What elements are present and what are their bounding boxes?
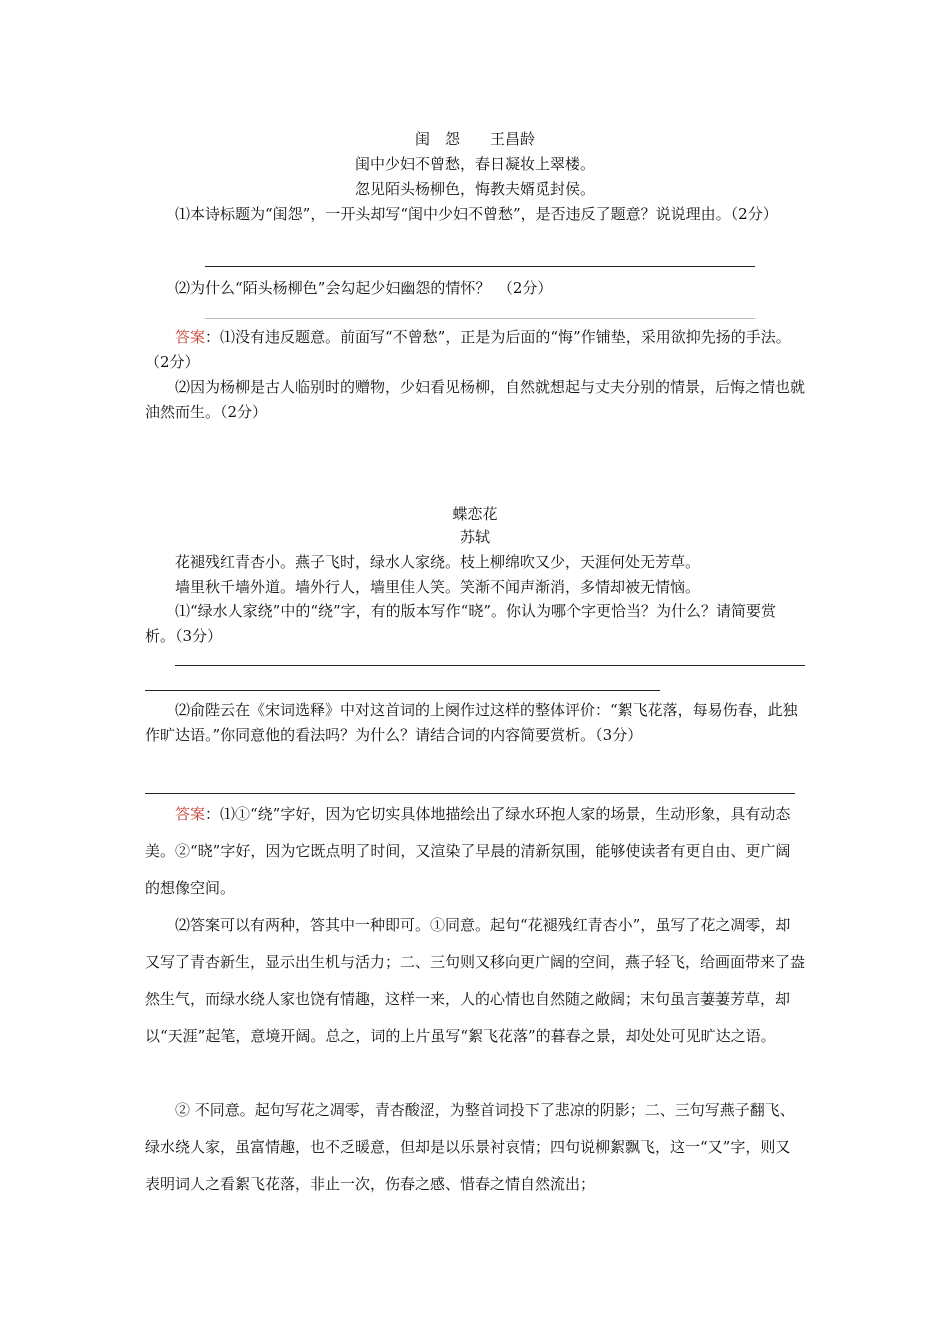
poem2-author: 苏轼 <box>459 528 490 546</box>
answer-text: ：⑴没有违反题意。前面写“不曾愁”，正是为后面的“悔”作铺垫，采用欲抑先扬的手法。（2分） <box>145 328 791 371</box>
answer-label: 答案 <box>175 328 206 346</box>
poem2-answer-1 <box>145 796 805 907</box>
poem2-answer-2: ⑵答案可以有两种，答其中一种即可。①同意。起句“花褪残红青杏小”，虽写了花之凋零，却又写了青杏新生，显示出生机与活力；二、三句则又移向更广阔的空间，燕子轻飞，给画面带来了盎然生气，而绿水绕人家也饶有情趣，这样一来，人的心情也自然随之敞阔；末句虽言萋萋芳草，却以“天涯”起笔，意境开阔。总之，词的上片虽写“絮飞花落”的暮春之景，却处处可见旷达之语。 <box>145 916 806 1045</box>
poem1-answer-2: ⑵因为杨柳是古人临别时的赠物，少妇看见杨柳，自然就想起与丈夫分别的情景，后悔之情也就油然而生。（2分） <box>145 378 806 421</box>
poem2-answer-3: ② 不同意。起句写花之凋零，青杏酸涩，为整首词投下了悲凉的阴影；二、三句写燕子翻飞、绿水绕人家，虽富情趣，也不乏暖意，但却是以乐景衬哀情；四句说柳絮飘飞，这一“又”字，则又表明词人之看絮飞花落，非止一次，伤春之感、惜春之情自然流出； <box>145 1101 795 1193</box>
poem2-question-2: ⑵俞陛云在《宋词选释》中对这首词的上阕作过这样的整体评价：“絮飞花落，每易伤春，此独作旷达语。”你同意他的看法吗？为什么？请结合词的内容简要赏析。（3分） <box>145 701 798 744</box>
poem1-title: 闺 怨 王昌龄 <box>414 130 535 148</box>
answer-line <box>145 793 795 794</box>
answer-line <box>175 665 805 666</box>
answer-line <box>205 318 755 319</box>
answer-label: 答案 <box>175 805 206 823</box>
poem2-line2: 墙里秋千墙外道。墙外行人，墙里佳人笑。笑渐不闻声渐消，多情却被无情恼。 <box>175 578 701 596</box>
answer-line <box>205 266 755 267</box>
answer-text: ：⑴①“绕”字好，因为它切实具体地描绘出了绿水环抱人家的场景，生动形象，具有动态美。②“晓”字好，因为它既点明了时间，又渲染了早晨的清新氛围，能够使读者有更自由、更广阔的想像空间。 <box>145 805 791 897</box>
poem1-answer-1 <box>145 325 805 375</box>
answer-line <box>145 690 660 691</box>
poem1-line2: 忽见陌头杨柳色，悔教夫婿觅封侯。 <box>354 180 595 198</box>
poem1-question-1: ⑴本诗标题为“闺怨”，一开头却写“闺中少妇不曾愁”，是否违反了题意？说说理由。（2分） <box>175 205 778 223</box>
poem2-title: 蝶恋花 <box>452 505 498 523</box>
poem2-question-1: ⑴“绿水人家绕”中的“绕”字，有的版本写作“晓”。你认为哪个字更恰当？为什么？请简要赏析。（3分） <box>145 602 777 645</box>
poem1-line1: 闺中少妇不曾愁，春日凝妆上翠楼。 <box>354 155 595 173</box>
poem2-line1: 花褪残红青杏小。燕子飞时，绿水人家绕。枝上柳绵吹又少，天涯何处无芳草。 <box>175 553 701 571</box>
poem1-question-2: ⑵为什么“陌头杨柳色”会勾起少妇幽怨的情怀？ （2分） <box>175 279 553 297</box>
